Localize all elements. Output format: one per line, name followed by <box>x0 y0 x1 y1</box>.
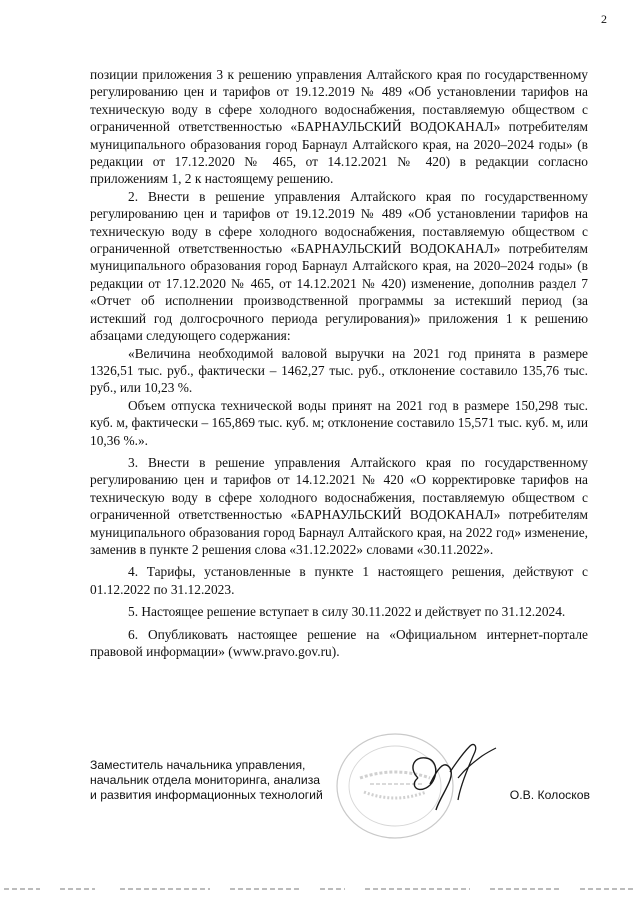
paragraph-item-2: 2. Внести в решение управления Алтайского края по государственному регулированию цен и тарифов от 19.12.2019 № 489 «Об установлении тарифов на техническую воду в сфере холодного водоснабжения, поставляемую обществом с ограниченной ответственностью «БАРНАУЛЬСКИЙ ВОДОКАНАЛ» потребителям муниципального образования город Барнаул Алтайского края, на 2020–2024 годы» (в редакции от 17.12.2020 № 465, от 14.12.2021 № 420) изменение, дополнив раздел 7 «Отчет об исполнении производственной программы за истекший период (за истекший год долгосрочного периода регулирования)» приложения 1 к решению абзацами следующего содержания: <box>90 188 588 344</box>
paragraph-quoted-revenue: «Величина необходимой валовой выручки на 2021 год принята в размере 1326,51 тыс. руб., фактически – 1462,27 тыс. руб., отклонение составило 135,76 тыс. руб., или 10,23 %. <box>90 345 588 396</box>
paragraph-item-6: 6. Опубликовать настоящее решение на «Официальном интернет-портале правовой информации» (www.pravo.gov.ru). <box>90 626 588 659</box>
paragraph-item-5: 5. Настоящее решение вступает в силу 30.11.2022 и действует по 31.12.2024. <box>128 604 566 620</box>
paragraph-item-4: 4. Тарифы, установленные в пункте 1 настоящего решения, действуют с 01.12.2022 по 31.12.2023. <box>90 564 588 597</box>
scan-edge-artifact <box>0 886 639 892</box>
signer-title <box>90 758 370 803</box>
signer-title-line: и развития информационных технологий <box>90 788 323 802</box>
document-body <box>90 66 588 660</box>
signer-title-line: начальник отдела мониторинга, анализа <box>90 773 321 787</box>
paragraph-item-3: 3. Внести в решение управления Алтайского края по государственному регулированию цен и тарифов от 14.12.2021 № 420 «О корректировке тарифов на техническую воду в сфере холодного водоснабжения, поставляемую обществом с ограниченной ответственностью «БАРНАУЛЬСКИЙ ВОДОКАНАЛ» потребителям муниципального образования город Барнаул Алтайского края, на 2022 год» изменение, заменив в пункте 2 решения слова «31.12.2022» словами «30.11.2022». <box>90 454 588 557</box>
signer-title-line: Заместитель начальника управления, <box>90 758 306 772</box>
signer-name: О.В. Колосков <box>509 788 590 802</box>
signature-block <box>90 744 590 814</box>
page-number: 2 <box>601 12 607 26</box>
paragraph-quoted-volume: Объем отпуска технической воды принят на 2021 год в размере 150,298 тыс. куб. м, фактически – 165,869 тыс. куб. м; отклонение составило 15,571 тыс. куб. м, или 10,36 %.». <box>90 397 588 448</box>
paragraph-continuation: позиции приложения 3 к решению управления Алтайского края по государственному регулированию цен и тарифов от 19.12.2019 № 489 «Об установлении тарифов на техническую воду в сфере холодного водоснабжения, поставляемую обществом с ограниченной ответственностью «БАРНАУЛЬСКИЙ ВОДОКАНАЛ» потребителям муниципального образования город Барнаул Алтайского края, на 2020–2024 годы» (в редакции от 17.12.2020 № 465, от 14.12.2021 № 420) в редакции согласно приложениям 1, 2 к настоящему решению. <box>90 67 588 187</box>
